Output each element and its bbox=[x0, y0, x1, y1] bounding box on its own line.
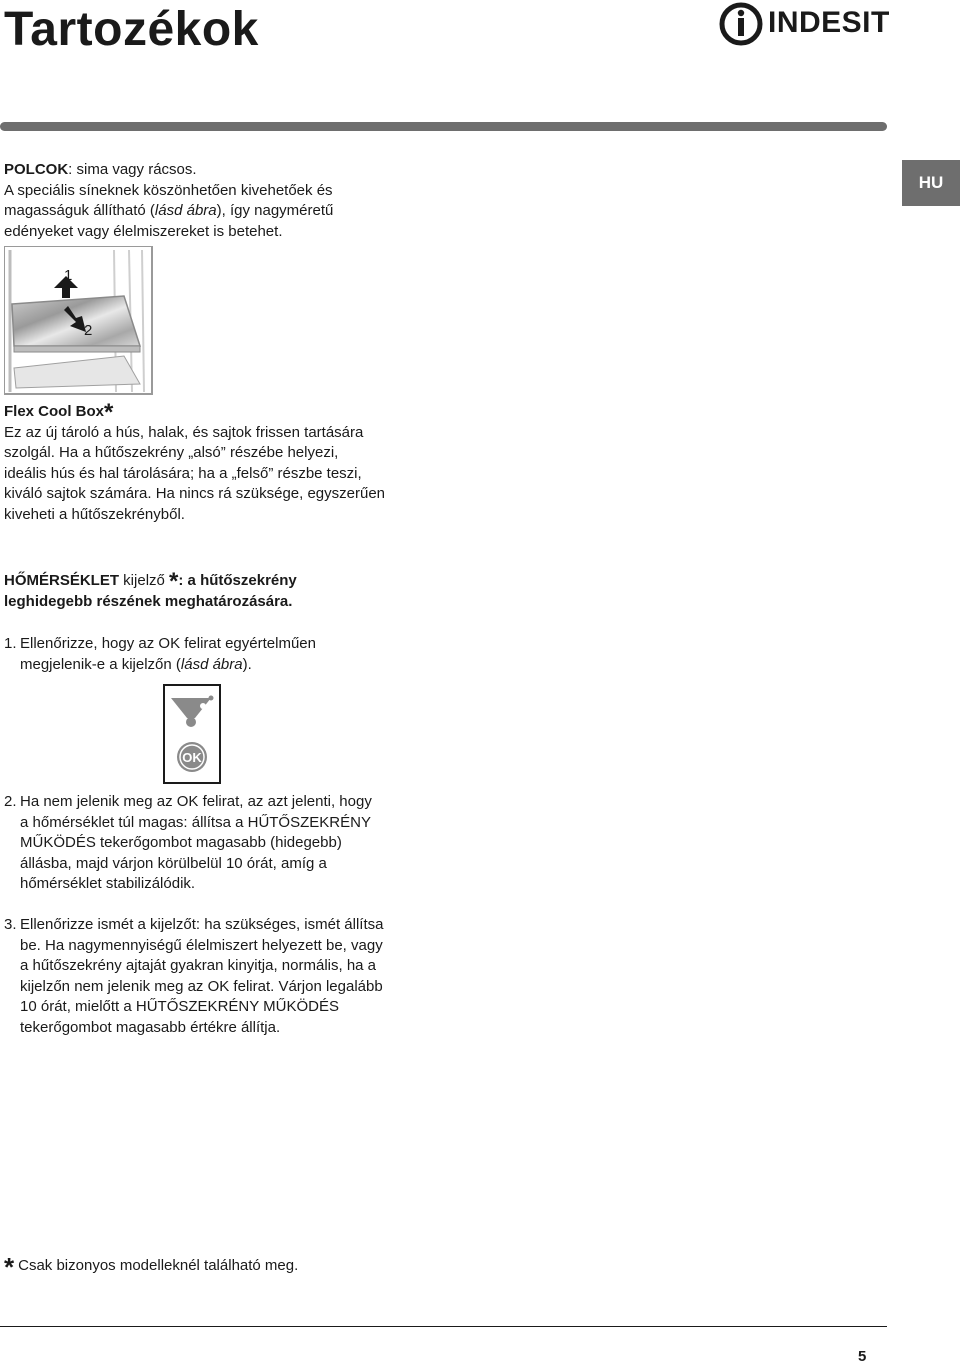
step-1 bbox=[4, 634, 424, 675]
step-2-line1: Ha nem jelenik meg az OK felirat, az azt jelenti, hogy bbox=[20, 793, 372, 810]
polcok-line3-em: lásd ábra bbox=[154, 202, 217, 220]
polcok-label: POLCOK bbox=[4, 161, 69, 178]
step-3-line1: Ellenőrizze ismét a kijelzőt: ha szükséges, ismét állítsa bbox=[20, 916, 384, 933]
step-3-line: tekerőgombot magasabb értékre állítja. bbox=[20, 1018, 281, 1036]
arrow-label-1: 1 bbox=[64, 267, 73, 284]
step-2-number: 2. bbox=[4, 793, 17, 810]
step-3-line: kijelzőn nem jelenik meg az OK felirat. Várjon legalább bbox=[20, 977, 383, 995]
step-1-line1: Ellenőrizze, hogy az OK felirat egyértelműen bbox=[20, 635, 316, 652]
polcok-line1: : sima vagy rácsos. bbox=[68, 161, 197, 178]
step-3-number: 3. bbox=[4, 916, 17, 933]
brand-name: INDESIT bbox=[768, 6, 890, 39]
step-3-line: a hűtőszekrény ajtaját gyakran kinyitja, normális, ha a bbox=[20, 957, 377, 975]
footnote-text: Csak bizonyos modelleknél található meg. bbox=[18, 1257, 299, 1274]
step-2 bbox=[4, 792, 434, 895]
flex-star: * bbox=[104, 399, 114, 426]
step-3-line: 10 órát, mielőtt a HŰTŐSZEKRÉNY MŰKÖDÉS bbox=[20, 998, 339, 1016]
polcok-line3-a: magasságuk állítható ( bbox=[4, 202, 155, 220]
ok-label: OK bbox=[182, 750, 202, 765]
footnote-star: * bbox=[4, 1252, 15, 1282]
polcok-line3-b: ), így nagyméretű bbox=[216, 202, 334, 220]
step-2-line: MŰKÖDÉS tekerőgombot magasabb (hidegebb) bbox=[20, 834, 342, 852]
homerseklet-bold: HŐMÉRSÉKLET bbox=[4, 572, 120, 589]
polcok-line2: A speciális síneknek köszönhetően kivehetőek és bbox=[4, 181, 333, 199]
step-2-line: állásba, majd várjon körülbelül 10 órát, amíg a bbox=[20, 854, 327, 872]
homerseklet-star: * bbox=[169, 568, 179, 595]
flex-line: ideális hús és hal tárolására; ha a „felső” részbe teszi, bbox=[4, 464, 362, 482]
flex-line: Ez az új tároló a hús, halak, és sajtok frissen tartására bbox=[4, 423, 364, 441]
step-1-line2-b: ). bbox=[242, 655, 252, 673]
footnote bbox=[4, 1246, 299, 1282]
step-3-line: be. Ha nagymennyiségű élelmiszert helyezett be, vagy bbox=[20, 936, 383, 954]
footer-divider bbox=[0, 1326, 887, 1327]
flex-title: Flex Cool Box bbox=[4, 403, 105, 420]
step-1-number: 1. bbox=[4, 635, 17, 652]
flex-cool-box-section bbox=[4, 399, 434, 526]
homerseklet-heading bbox=[4, 568, 434, 612]
arrow-label-2: 2 bbox=[84, 322, 93, 339]
step-1-line2-em: lásd ábra bbox=[180, 655, 243, 673]
polcok-section bbox=[4, 160, 424, 242]
flex-line: kiváló sajtok számára. Ha nincs rá szüksége, egyszerűen bbox=[4, 485, 386, 503]
header-divider bbox=[0, 122, 887, 131]
shelf-illustration bbox=[4, 246, 154, 396]
page-title: Tartozékok bbox=[4, 3, 259, 56]
step-2-line: a hőmérséklet túl magas: állítsa a HŰTŐSZEKRÉNY bbox=[20, 813, 371, 831]
polcok-line4: edényeket vagy élelmiszereket is betehet. bbox=[4, 222, 283, 240]
language-tab: HU bbox=[902, 160, 960, 206]
step-1-line2-a: megjelenik-e a kijelzőn ( bbox=[20, 655, 181, 673]
step-3 bbox=[4, 915, 434, 1039]
homerseklet-plain: kijelző bbox=[119, 572, 170, 589]
homerseklet-line2: leghidegebb részének meghatározására. bbox=[4, 592, 293, 610]
flex-line: szolgál. Ha a hűtőszekrény „alsó” részébe helyezi, bbox=[4, 444, 339, 462]
page-number: 5 bbox=[858, 1348, 867, 1365]
homerseklet-rest: : a hűtőszekrény bbox=[178, 572, 297, 589]
flex-line: kiveheti a hűtőszekrényből. bbox=[4, 505, 185, 523]
temperature-display-illustration bbox=[163, 684, 221, 784]
step-2-line: hőmérséklet stabilizálódik. bbox=[20, 875, 196, 893]
